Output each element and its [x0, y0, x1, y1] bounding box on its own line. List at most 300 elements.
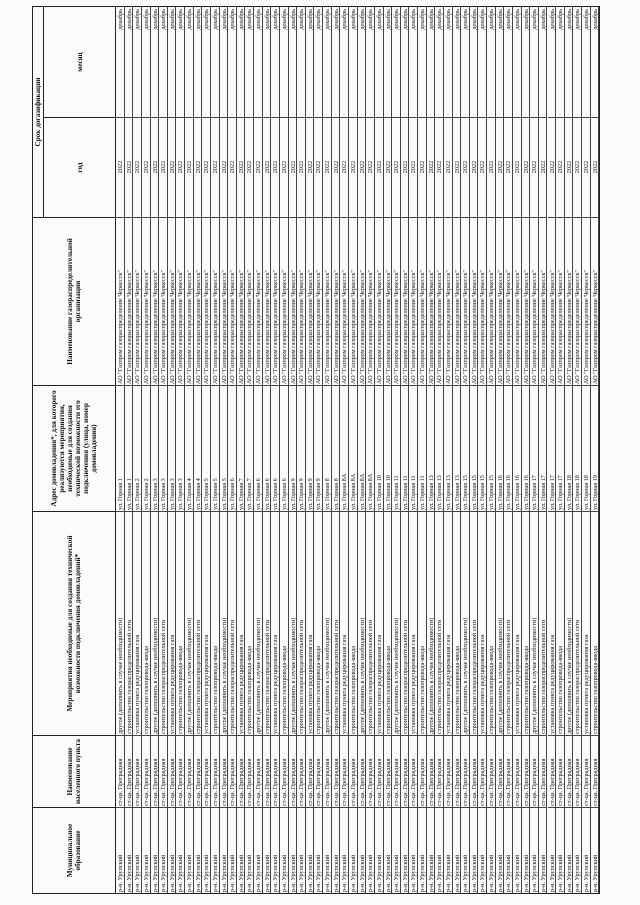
cell-month: декабрь [255, 9, 262, 30]
cell-address: ул. Горная 19 [591, 385, 599, 511]
gasification-table [32, 6, 600, 894]
header-deadline: Срок догазификации [33, 7, 44, 217]
table-row [409, 7, 418, 893]
cell-settlement: ст-ца. Преградная [435, 735, 443, 807]
cell-month: декабрь [211, 9, 219, 30]
cell-settlement: ст-ца. Преградная [401, 735, 409, 807]
cell-settlement: ст-ца. Преградная [504, 735, 512, 807]
table-row [194, 7, 203, 893]
cell-organization: АО "Газпром газораспределение Черкесск" [461, 217, 469, 385]
cell-address: ул. Горная 15 [478, 385, 486, 511]
cell-year: 2022 [194, 117, 202, 217]
cell-organization: АО "Газпром газораспределение Черкесск" [384, 217, 392, 385]
cell-organization: АО "Газпром газораспределение Черкесск" [254, 217, 262, 385]
cell-municipality: р-н. Урупский [582, 807, 590, 893]
cell-organization: АО "Газпром газораспределение Черкесск" [280, 217, 288, 385]
cell-settlement: ст-ца. Преградная [125, 735, 133, 807]
cell-year: 2022 [366, 117, 374, 217]
cell-month: декабрь [246, 9, 254, 30]
cell-organization: АО "Газпром газораспределение Черкесск" [349, 217, 357, 385]
table-row [228, 7, 237, 893]
cell-municipality: р-н. Урупский [573, 807, 581, 893]
table-row [151, 7, 160, 893]
table-row [513, 7, 522, 893]
table-row [289, 7, 298, 893]
cell-address: ул. Горная 9 [306, 385, 314, 511]
cell-municipality: р-н. Урупский [539, 807, 547, 893]
cell-municipality: р-н. Урупский [237, 807, 245, 893]
cell-month: декабрь [548, 9, 556, 30]
cell-month: декабрь [332, 9, 340, 30]
cell-event: другое (дополнить в случае необходимости) [461, 511, 469, 735]
cell-event: строительство газораспределительной сети [125, 511, 133, 735]
cell-month: декабрь [565, 9, 573, 30]
cell-address: ул. Горная 3 [176, 385, 184, 511]
cell-address: ул. Горная 2 [142, 385, 150, 511]
cell-address: ул. Горная 17 [539, 385, 547, 511]
cell-year: 2022 [539, 117, 547, 217]
cell-settlement: ст-ца. Преградная [289, 735, 297, 807]
cell-year: 2022 [358, 117, 366, 217]
cell-municipality: р-н. Урупский [306, 807, 314, 893]
cell-event: установка пункта редуцирования газа [582, 511, 590, 735]
table-row [280, 7, 289, 893]
cell-settlement: ст-ца. Преградная [556, 735, 564, 807]
cell-address: ул. Горная 3 [151, 385, 159, 511]
cell-municipality: р-н. Урупский [142, 807, 150, 893]
cell-settlement: ст-ца. Преградная [220, 735, 228, 807]
cell-year: 2022 [375, 117, 383, 217]
cell-address: ул. Горная 18 [573, 385, 581, 511]
table-row [461, 7, 470, 893]
cell-organization: АО "Газпром газораспределение Черкесск" [392, 217, 400, 385]
cell-event: строительство газопровода-ввода [245, 511, 253, 735]
cell-municipality: р-н. Урупский [289, 807, 297, 893]
cell-year: 2022 [306, 117, 314, 217]
cell-event: строительство газораспределительной сети [504, 511, 512, 735]
cell-settlement: ст-ца. Преградная [487, 735, 495, 807]
cell-event: другое (дополнить в случае необходимости) [496, 511, 504, 735]
header-settlement: Наименование населенного пункта [33, 735, 116, 807]
cell-month: декабрь [341, 9, 348, 30]
cell-settlement: ст-ца. Преградная [548, 735, 556, 807]
cell-municipality: р-н. Урупский [168, 807, 176, 893]
cell-municipality: р-н. Урупский [220, 807, 228, 893]
cell-settlement: ст-ца. Преградная [358, 735, 366, 807]
cell-settlement: ст-ца. Преградная [211, 735, 219, 807]
cell-month: декабрь [531, 9, 538, 30]
cell-municipality: р-н. Урупский [271, 807, 279, 893]
header-year: год [44, 117, 116, 217]
cell-event: строительство газопровода-ввода [142, 511, 150, 735]
cell-settlement: ст-ца. Преградная [496, 735, 504, 807]
cell-settlement: ст-ца. Преградная [142, 735, 150, 807]
cell-year: 2022 [314, 117, 322, 217]
cell-event: другое (дополнить в случае необходимости) [427, 511, 435, 735]
cell-organization: АО "Газпром газораспределение Черкесск" [289, 217, 297, 385]
cell-settlement: ст-ца. Преградная [176, 735, 184, 807]
cell-organization: АО "Газпром газораспределение Черкесск" [314, 217, 322, 385]
cell-event: строительство газопровода-ввода [522, 511, 530, 735]
cell-event: установка пункта редуцирования газа [478, 511, 486, 735]
cell-address: ул. Горная 9 [314, 385, 322, 511]
cell-month: декабрь [591, 9, 599, 30]
cell-year: 2022 [504, 117, 512, 217]
cell-settlement: ст-ца. Преградная [453, 735, 461, 807]
cell-municipality: р-н. Урупский [280, 807, 288, 893]
cell-year: 2022 [142, 117, 150, 217]
cell-event: строительство газораспределительной сети [297, 511, 305, 735]
cell-organization: АО "Газпром газораспределение Черкесск" [237, 217, 245, 385]
cell-address: ул. Горная 6 [280, 385, 288, 511]
cell-year: 2022 [591, 117, 599, 217]
cell-municipality: р-н. Урупский [504, 807, 512, 893]
cell-year: 2022 [401, 117, 409, 217]
cell-address: ул. Горная 11 [392, 385, 400, 511]
cell-address: ул. Горная 16 [522, 385, 530, 511]
table-row [254, 7, 263, 893]
cell-address: ул. Горная 2 [133, 385, 141, 511]
cell-year: 2022 [151, 117, 159, 217]
cell-address: ул. Горная 15 [470, 385, 478, 511]
table-row [435, 7, 444, 893]
cell-month: декабрь [574, 9, 581, 30]
cell-address: ул. Горная 13 [444, 385, 452, 511]
cell-municipality: р-н. Урупский [461, 807, 469, 893]
cell-organization: АО "Газпром газораспределение Черкесск" [202, 217, 210, 385]
cell-month: декабрь [401, 9, 409, 30]
table-row [358, 7, 367, 893]
cell-address: ул. Горная 6 [271, 385, 279, 511]
cell-municipality: р-н. Урупский [159, 807, 167, 893]
cell-municipality: р-н. Урупский [314, 807, 322, 893]
cell-month: декабрь [496, 9, 504, 30]
cell-municipality: р-н. Урупский [194, 807, 202, 893]
cell-event: строительство газопровода-ввода [176, 511, 184, 735]
cell-settlement: ст-ца. Преградная [323, 735, 331, 807]
cell-event: строительство газопровода-ввода [280, 511, 288, 735]
cell-event: строительство газораспределительной сети [263, 511, 271, 735]
cell-year: 2022 [392, 117, 400, 217]
cell-settlement: ст-ца. Преградная [565, 735, 573, 807]
cell-month: декабрь [410, 9, 418, 30]
cell-address: ул. Горная 17 [548, 385, 556, 511]
table-row [263, 7, 272, 893]
header-municipality: Муниципальное образование [33, 807, 116, 893]
cell-year: 2022 [332, 117, 340, 217]
cell-organization: АО "Газпром газораспределение Черкесск" [453, 217, 461, 385]
table-row [323, 7, 332, 893]
cell-municipality: р-н. Урупский [263, 807, 271, 893]
table-row [340, 7, 349, 893]
cell-year: 2022 [453, 117, 461, 217]
cell-month: декабрь [393, 9, 400, 30]
table-row [314, 7, 323, 893]
header-address: Адрес домовладения*, для которого реализуются мероприятия, необходимые для создания технической возможности его подключения (улица, номер домовладения) [33, 385, 116, 511]
cell-year: 2022 [461, 117, 469, 217]
cell-municipality: р-н. Урупский [151, 807, 159, 893]
cell-organization: АО "Газпром газораспределение Черкесск" [548, 217, 556, 385]
cell-event: другое (дополнить в случае необходимости) [530, 511, 538, 735]
cell-year: 2022 [556, 117, 564, 217]
cell-municipality: р-н. Урупский [340, 807, 348, 893]
cell-event: строительство газораспределительной сети [539, 511, 547, 735]
cell-organization: АО "Газпром газораспределение Черкесск" [427, 217, 435, 385]
cell-event: строительство газопровода-ввода [349, 511, 357, 735]
cell-year: 2022 [496, 117, 504, 217]
cell-organization: АО "Газпром газораспределение Черкесск" [478, 217, 486, 385]
cell-municipality: р-н. Урупский [116, 807, 124, 893]
cell-year: 2022 [487, 117, 495, 217]
cell-organization: АО "Газпром газораспределение Черкесск" [435, 217, 443, 385]
cell-organization: АО "Газпром газораспределение Черкесск" [297, 217, 305, 385]
cell-municipality: р-н. Урупский [254, 807, 262, 893]
table-row [202, 7, 211, 893]
cell-event: установка пункта редуцирования газа [409, 511, 417, 735]
cell-year: 2022 [220, 117, 228, 217]
cell-municipality: р-н. Урупский [427, 807, 435, 893]
cell-event: строительство газопровода-ввода [418, 511, 426, 735]
table-row [522, 7, 531, 893]
cell-municipality: р-н. Урупский [487, 807, 495, 893]
cell-month: декабрь [289, 9, 297, 30]
cell-settlement: ст-ца. Преградная [591, 735, 599, 807]
cell-event: строительство газопровода-ввода [314, 511, 322, 735]
cell-event: строительство газопровода-ввода [453, 511, 461, 735]
header-month: месяц [44, 7, 116, 117]
cell-address: ул. Горная 6 [228, 385, 236, 511]
table-row [496, 7, 505, 893]
cell-settlement: ст-ца. Преградная [271, 735, 279, 807]
cell-settlement: ст-ца. Преградная [159, 735, 167, 807]
cell-event: строительство газораспределительной сети [332, 511, 340, 735]
cell-organization: АО "Газпром газораспределение Черкесск" [565, 217, 573, 385]
cell-year: 2022 [478, 117, 486, 217]
cell-year: 2022 [530, 117, 538, 217]
cell-municipality: р-н. Урупский [211, 807, 219, 893]
cell-address: ул. Горная 16 [496, 385, 504, 511]
cell-year: 2022 [582, 117, 590, 217]
cell-year: 2022 [237, 117, 245, 217]
cell-month: декабрь [462, 9, 469, 30]
cell-settlement: ст-ца. Преградная [306, 735, 314, 807]
cell-settlement: ст-ца. Преградная [194, 735, 202, 807]
table-row [366, 7, 375, 893]
header-events: Мероприятия необходимые для создания технической возможности подключения домовладений* [33, 511, 116, 735]
cell-settlement: ст-ца. Преградная [332, 735, 340, 807]
cell-event: установка пункта редуцирования газа [168, 511, 176, 735]
cell-address: ул. Горная 4 [194, 385, 202, 511]
cell-municipality: р-н. Урупский [556, 807, 564, 893]
cell-organization: АО "Газпром газораспределение Черкесск" [513, 217, 521, 385]
cell-event: строительство газораспределительной сети [573, 511, 581, 735]
cell-municipality: р-н. Урупский [245, 807, 253, 893]
cell-municipality: р-н. Урупский [530, 807, 538, 893]
cell-address: ул. Горная 15 [487, 385, 495, 511]
cell-organization: АО "Газпром газораспределение Черкесск" [444, 217, 452, 385]
cell-month: декабрь [220, 9, 228, 30]
cell-municipality: р-н. Урупский [453, 807, 461, 893]
cell-event: другое (дополнить в случае необходимости) [254, 511, 262, 735]
cell-year: 2022 [435, 117, 443, 217]
cell-event: установка пункта редуцирования газа [202, 511, 210, 735]
cell-organization: АО "Газпром газораспределение Черкесск" [228, 217, 236, 385]
cell-organization: АО "Газпром газораспределение Черкесск" [582, 217, 590, 385]
cell-settlement: ст-ца. Преградная [427, 735, 435, 807]
table-row [539, 7, 548, 893]
cell-address: ул. Горная 9 [297, 385, 305, 511]
cell-address: ул. Горная 5 [202, 385, 210, 511]
cell-month: декабрь [298, 9, 305, 30]
cell-year: 2022 [323, 117, 331, 217]
cell-event: строительство газораспределительной сети [470, 511, 478, 735]
cell-organization: АО "Газпром газораспределение Черкесск" [323, 217, 331, 385]
cell-event: установка пункта редуцирования газа [513, 511, 521, 735]
cell-month: декабрь [177, 9, 185, 30]
cell-municipality: р-н. Урупский [384, 807, 392, 893]
cell-organization: АО "Газпром газораспределение Черкесск" [366, 217, 374, 385]
cell-organization: АО "Газпром газораспределение Черкесск" [133, 217, 141, 385]
cell-organization: АО "Газпром газораспределение Черкесск" [530, 217, 538, 385]
table-row [142, 7, 151, 893]
cell-month: декабрь [194, 9, 202, 30]
cell-year: 2022 [254, 117, 262, 217]
cell-municipality: р-н. Урупский [202, 807, 210, 893]
cell-address: ул. Горная 5 [220, 385, 228, 511]
cell-settlement: ст-ца. Преградная [522, 735, 530, 807]
cell-month: декабрь [470, 9, 478, 30]
cell-month: декабрь [513, 9, 521, 30]
table-row [220, 7, 229, 893]
cell-month: декабрь [488, 9, 495, 30]
cell-municipality: р-н. Урупский [565, 807, 573, 893]
cell-address: ул. Горная 8 [323, 385, 331, 511]
cell-settlement: ст-ца. Преградная [297, 735, 305, 807]
cell-month: декабрь [324, 9, 331, 30]
table-row [453, 7, 462, 893]
cell-event: другое (дополнить в случае необходимости) [565, 511, 573, 735]
cell-municipality: р-н. Урупский [366, 807, 374, 893]
table-row [392, 7, 401, 893]
cell-month: декабрь [453, 9, 461, 30]
cell-organization: АО "Газпром газораспределение Черкесск" [220, 217, 228, 385]
cell-organization: АО "Газпром газораспределение Черкесск" [211, 217, 219, 385]
cell-event: другое (дополнить в случае необходимости) [151, 511, 159, 735]
cell-address: ул. Горная 11 [409, 385, 417, 511]
cell-organization: АО "Газпром газораспределение Черкесск" [176, 217, 184, 385]
table-row [530, 7, 539, 893]
cell-settlement: ст-ца. Преградная [444, 735, 452, 807]
cell-municipality: р-н. Урупский [125, 807, 133, 893]
cell-year: 2022 [159, 117, 167, 217]
cell-address: ул. Горная 8 [332, 385, 340, 511]
table-row [375, 7, 384, 893]
cell-municipality: р-н. Урупский [470, 807, 478, 893]
cell-event: установка пункта редуцирования газа [133, 511, 141, 735]
cell-organization: АО "Газпром газораспределение Черкесск" [142, 217, 150, 385]
cell-event: установка пункта редуцирования газа [306, 511, 314, 735]
cell-address: ул. Горная 1 [125, 385, 133, 511]
cell-year: 2022 [297, 117, 305, 217]
table-row [159, 7, 168, 893]
cell-settlement: ст-ца. Преградная [349, 735, 357, 807]
cell-year: 2022 [228, 117, 236, 217]
cell-settlement: ст-ца. Преградная [263, 735, 271, 807]
cell-municipality: р-н. Урупский [185, 807, 193, 893]
cell-municipality: р-н. Урупский [349, 807, 357, 893]
cell-settlement: ст-ца. Преградная [168, 735, 176, 807]
cell-address: ул. Горная 3 [168, 385, 176, 511]
cell-municipality: р-н. Урупский [496, 807, 504, 893]
cell-municipality: р-н. Урупский [228, 807, 236, 893]
cell-municipality: р-н. Урупский [591, 807, 599, 893]
cell-year: 2022 [548, 117, 556, 217]
cell-year: 2022 [211, 117, 219, 217]
cell-organization: АО "Газпром газораспределение Черкесск" [375, 217, 383, 385]
cell-settlement: ст-ца. Преградная [237, 735, 245, 807]
cell-municipality: р-н. Урупский [323, 807, 331, 893]
cell-organization: АО "Газпром газораспределение Черкесск" [185, 217, 193, 385]
cell-settlement: ст-ца. Преградная [245, 735, 253, 807]
cell-settlement: ст-ца. Преградная [116, 735, 124, 807]
cell-month: декабрь [444, 9, 452, 30]
table-row [565, 7, 574, 893]
cell-month: декабрь [367, 9, 374, 30]
cell-year: 2022 [384, 117, 392, 217]
cell-settlement: ст-ца. Преградная [470, 735, 478, 807]
cell-organization: АО "Газпром газораспределение Черкесск" [340, 217, 348, 385]
cell-event: строительство газораспределительной сети [366, 511, 374, 735]
cell-municipality: р-н. Урупский [522, 807, 530, 893]
cell-settlement: ст-ца. Преградная [366, 735, 374, 807]
cell-event: строительство газораспределительной сети [159, 511, 167, 735]
cell-year: 2022 [418, 117, 426, 217]
cell-organization: АО "Газпром газораспределение Черкесск" [332, 217, 340, 385]
cell-month: декабрь [479, 9, 487, 30]
cell-organization: АО "Газпром газораспределение Черкесск" [591, 217, 599, 385]
cell-address: ул. Горная 7 [245, 385, 253, 511]
cell-organization: АО "Газпром газораспределение Черкесск" [168, 217, 176, 385]
cell-event: строительство газораспределительной сети [228, 511, 236, 735]
cell-address: ул. Горная 18 [582, 385, 590, 511]
cell-organization: АО "Газпром газораспределение Черкесск" [418, 217, 426, 385]
cell-organization: АО "Газпром газораспределение Черкесск" [409, 217, 417, 385]
cell-settlement: ст-ца. Преградная [228, 735, 236, 807]
cell-month: декабрь [358, 9, 366, 30]
cell-address: ул. Горная 5 [211, 385, 219, 511]
table-row [470, 7, 479, 893]
cell-organization: АО "Газпром газораспределение Черкесск" [556, 217, 564, 385]
table-row [548, 7, 557, 893]
cell-year: 2022 [573, 117, 581, 217]
cell-municipality: р-н. Урупский [444, 807, 452, 893]
cell-event: другое (дополнить в случае необходимости) [323, 511, 331, 735]
cell-municipality: р-н. Урупский [418, 807, 426, 893]
cell-event: строительство газораспределительной сети [401, 511, 409, 735]
cell-event: строительство газораспределительной сети [435, 511, 443, 735]
table-row [427, 7, 436, 893]
cell-settlement: ст-ца. Преградная [185, 735, 193, 807]
cell-month: декабрь [419, 9, 426, 30]
cell-year: 2022 [513, 117, 521, 217]
cell-address: ул. Горная 1 [116, 385, 124, 511]
cell-address: ул. Горная 8А [358, 385, 366, 511]
cell-organization: АО "Газпром газораспределение Черкесск" [263, 217, 271, 385]
cell-organization: АО "Газпром газораспределение Черкесск" [151, 217, 159, 385]
cell-organization: АО "Газпром газораспределение Черкесск" [125, 217, 133, 385]
cell-settlement: ст-ца. Преградная [151, 735, 159, 807]
cell-organization: АО "Газпром газораспределение Черкесск" [487, 217, 495, 385]
